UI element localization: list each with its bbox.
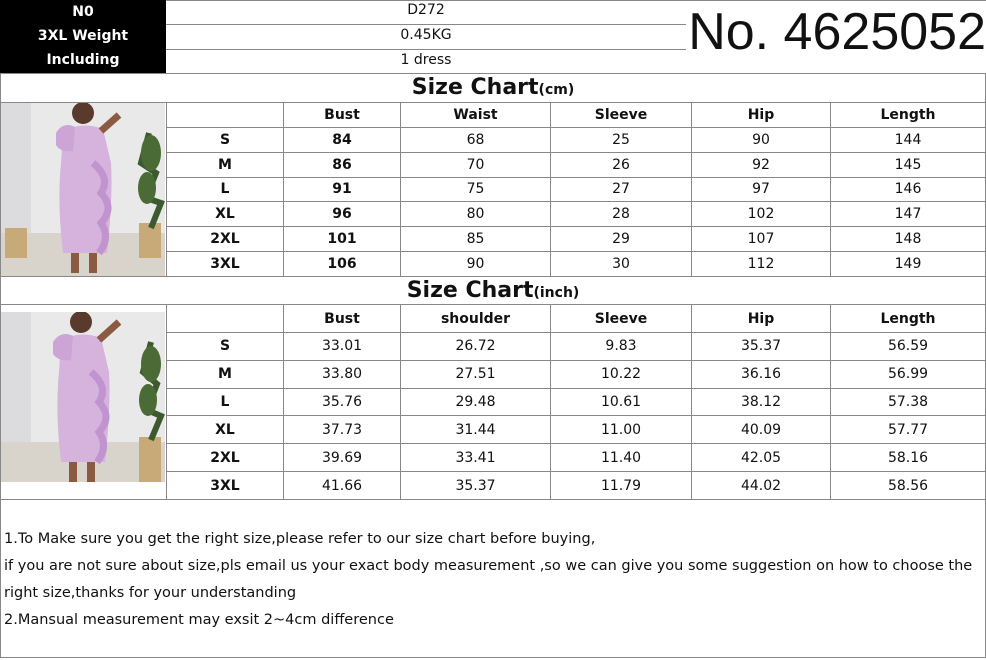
length-cell: 144 — [831, 127, 986, 152]
size-cell: L — [167, 177, 284, 202]
inch-title-text: Size Chart — [406, 278, 534, 303]
bust-cell: 39.69 — [284, 444, 401, 472]
hip-cell: 36.16 — [692, 360, 831, 388]
cm-row-xl — [167, 202, 986, 227]
size-cell: XL — [167, 202, 284, 227]
length-cell: 148 — [831, 227, 986, 252]
sleeve-cell: 29 — [551, 227, 692, 252]
cm-row-3xl — [167, 252, 986, 277]
inch-col-shoulder: shoulder — [401, 305, 551, 333]
waist-cell: 85 — [401, 227, 551, 252]
length-cell: 147 — [831, 202, 986, 227]
cm-row-s — [167, 127, 986, 152]
bust-cell: 96 — [284, 202, 401, 227]
dress-photo-cm — [1, 103, 165, 276]
bust-cell: 37.73 — [284, 416, 401, 444]
length-cell: 149 — [831, 252, 986, 277]
hip-cell: 90 — [692, 127, 831, 152]
weight-info-block — [0, 0, 166, 73]
package-weight: 0.45KG — [400, 27, 452, 43]
weight-line-3: Including — [46, 52, 120, 68]
sleeve-cell: 11.79 — [551, 472, 692, 500]
inch-col-length: Length — [831, 305, 986, 333]
package-count: 1 dress — [400, 52, 452, 68]
bust-cell: 35.76 — [284, 388, 401, 416]
weight-line-2: 3XL Weight — [37, 28, 129, 44]
cm-col-waist: Waist — [401, 103, 551, 128]
inch-col-hip: Hip — [692, 305, 831, 333]
inch-row-l — [167, 388, 986, 416]
length-cell: 145 — [831, 152, 986, 177]
sleeve-cell: 27 — [551, 177, 692, 202]
size-cell: S — [167, 127, 284, 152]
length-cell: 57.77 — [831, 416, 986, 444]
sleeve-cell: 28 — [551, 202, 692, 227]
cm-row-m — [167, 152, 986, 177]
bust-cell: 101 — [284, 227, 401, 252]
length-cell: 57.38 — [831, 388, 986, 416]
model-code: D272 — [407, 2, 445, 18]
shoulder-cell: 35.37 — [401, 472, 551, 500]
sleeve-cell: 10.22 — [551, 360, 692, 388]
inch-row-2xl — [167, 444, 986, 472]
shoulder-cell: 27.51 — [401, 360, 551, 388]
shoulder-cell: 26.72 — [401, 333, 551, 361]
product-number: No. 4625052 — [688, 3, 986, 61]
inch-row-m — [167, 360, 986, 388]
inch-chart-title — [0, 277, 986, 305]
sleeve-cell: 25 — [551, 127, 692, 152]
sleeve-cell: 30 — [551, 252, 692, 277]
length-cell: 56.99 — [831, 360, 986, 388]
size-cell: 3XL — [167, 472, 284, 500]
inch-row-3xl — [167, 472, 986, 500]
waist-cell: 75 — [401, 177, 551, 202]
waist-cell: 80 — [401, 202, 551, 227]
sleeve-cell: 10.61 — [551, 388, 692, 416]
sleeve-cell: 11.40 — [551, 444, 692, 472]
cm-unit: (cm) — [538, 82, 575, 98]
hip-cell: 38.12 — [692, 388, 831, 416]
cm-col-length: Length — [831, 103, 986, 128]
bust-cell: 33.80 — [284, 360, 401, 388]
hip-cell: 107 — [692, 227, 831, 252]
size-cell: S — [167, 333, 284, 361]
hip-cell: 40.09 — [692, 416, 831, 444]
sleeve-cell: 26 — [551, 152, 692, 177]
shoulder-cell: 29.48 — [401, 388, 551, 416]
inch-unit: (inch) — [533, 285, 580, 301]
inch-col-bust: Bust — [284, 305, 401, 333]
size-cell: M — [167, 152, 284, 177]
size-cell: L — [167, 388, 284, 416]
waist-cell: 68 — [401, 127, 551, 152]
hip-cell: 112 — [692, 252, 831, 277]
hip-cell: 35.37 — [692, 333, 831, 361]
bust-cell: 91 — [284, 177, 401, 202]
hip-cell: 92 — [692, 152, 831, 177]
cm-col-size — [167, 103, 284, 128]
cm-size-table — [166, 102, 986, 277]
bust-cell: 86 — [284, 152, 401, 177]
inch-header-row — [167, 305, 986, 333]
note-1: 1.To Make sure you get the right size,please refer to our size chart before buying, — [4, 531, 596, 547]
weight-line-1: N0 — [72, 4, 94, 20]
inch-row-xl — [167, 416, 986, 444]
cm-row-l — [167, 177, 986, 202]
hip-cell: 42.05 — [692, 444, 831, 472]
dress-photo-inch — [1, 312, 165, 482]
inch-size-table — [166, 304, 986, 500]
length-cell: 146 — [831, 177, 986, 202]
hip-cell: 44.02 — [692, 472, 831, 500]
sleeve-cell: 9.83 — [551, 333, 692, 361]
cm-col-sleeve: Sleeve — [551, 103, 692, 128]
inch-row-s — [167, 333, 986, 361]
length-cell: 58.56 — [831, 472, 986, 500]
bust-cell: 33.01 — [284, 333, 401, 361]
waist-cell: 70 — [401, 152, 551, 177]
shoulder-cell: 31.44 — [401, 416, 551, 444]
inch-col-sleeve: Sleeve — [551, 305, 692, 333]
hip-cell: 97 — [692, 177, 831, 202]
cm-title-text: Size Chart — [411, 75, 539, 100]
sleeve-cell: 11.00 — [551, 416, 692, 444]
cm-row-2xl — [167, 227, 986, 252]
note-2: if you are not sure about size,pls email us your exact body measurement ,so we can give you some suggestion on how to choose the right size,thanks for your understanding — [4, 558, 973, 601]
waist-cell: 90 — [401, 252, 551, 277]
size-cell: 3XL — [167, 252, 284, 277]
cm-col-bust: Bust — [284, 103, 401, 128]
size-cell: 2XL — [167, 227, 284, 252]
shoulder-cell: 33.41 — [401, 444, 551, 472]
cm-header-row — [167, 103, 986, 128]
inch-col-size — [167, 305, 284, 333]
bust-cell: 106 — [284, 252, 401, 277]
bust-cell: 84 — [284, 127, 401, 152]
note-3: 2.Mansual measurement may exsit 2~4cm difference — [4, 612, 394, 628]
length-cell: 58.16 — [831, 444, 986, 472]
sizing-notes — [4, 526, 979, 634]
cm-chart-title — [0, 74, 986, 102]
cm-col-hip: Hip — [692, 103, 831, 128]
hip-cell: 102 — [692, 202, 831, 227]
size-cell: 2XL — [167, 444, 284, 472]
length-cell: 56.59 — [831, 333, 986, 361]
bust-cell: 41.66 — [284, 472, 401, 500]
size-cell: XL — [167, 416, 284, 444]
size-cell: M — [167, 360, 284, 388]
